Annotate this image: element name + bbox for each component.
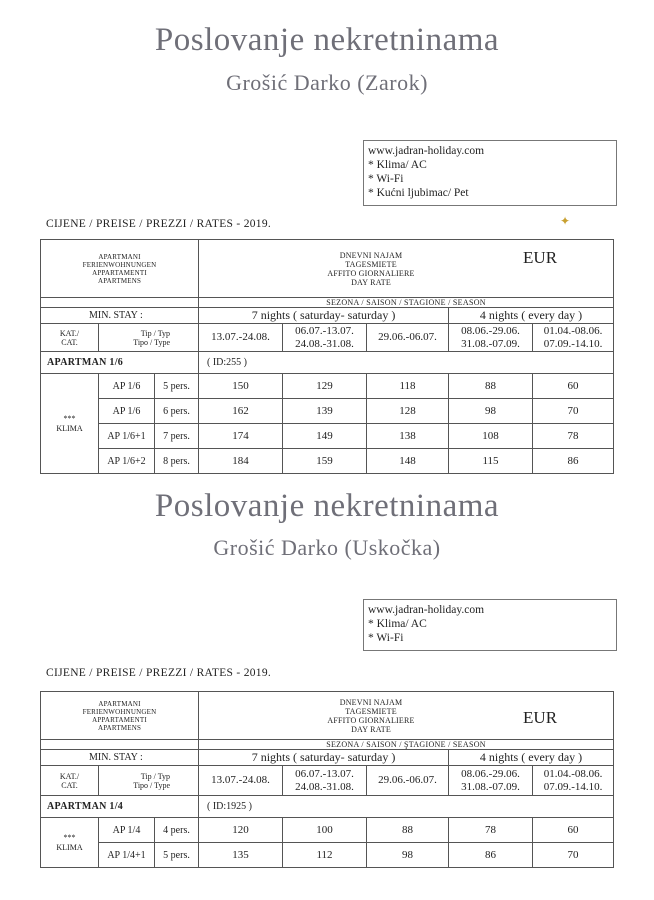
price-cell: 139 [283, 399, 367, 424]
price-cell: 88 [367, 818, 449, 843]
price-cell: 159 [283, 449, 367, 474]
cat-header: KAT./ CAT. [41, 766, 99, 796]
info-box-2 [363, 599, 617, 651]
price-cell: 148 [367, 449, 449, 474]
persons: 8 pers. [155, 449, 199, 474]
table-row [41, 818, 614, 843]
price-cell: 128 [367, 399, 449, 424]
ap-type: AP 1/6+2 [99, 449, 155, 474]
tip-header: Tip / Typ Tipo / Type [99, 766, 199, 796]
ap-type: AP 1/6 [99, 399, 155, 424]
period-header: 13.07.-24.08. [199, 324, 283, 352]
price-cell: 112 [283, 843, 367, 868]
price-cell: 88 [449, 374, 533, 399]
table-row [41, 374, 614, 399]
period-header: 06.07.-13.07. 24.08.-31.08. [283, 766, 367, 796]
title-2: Poslovanje nekretninama [154, 488, 500, 524]
ap-type: AP 1/4+1 [99, 843, 155, 868]
info-line: * Wi-Fi [368, 632, 404, 644]
price-cell: 150 [199, 374, 283, 399]
persons: 4 pers. [155, 818, 199, 843]
apartment-id: ( ID:255 ) [199, 352, 614, 374]
nights-4-label: 4 nights ( every day ) [449, 750, 614, 766]
table-row [41, 399, 614, 424]
category-cell: *** KLIMA [41, 818, 99, 868]
info-box-1 [363, 140, 617, 206]
subtitle-2: Grošić Darko (Uskočka) [213, 535, 441, 560]
price-cell: 118 [367, 374, 449, 399]
ap-type: AP 1/6 [99, 374, 155, 399]
table-row [41, 449, 614, 474]
price-cell: 184 [199, 449, 283, 474]
nights-7-label: 7 nights ( saturday- saturday ) [199, 750, 449, 766]
price-cell: 129 [283, 374, 367, 399]
price-cell: 70 [533, 843, 614, 868]
title-1: Poslovanje nekretninama [154, 22, 500, 58]
price-cell: 60 [533, 374, 614, 399]
price-cell: 120 [199, 818, 283, 843]
price-cell: 115 [449, 449, 533, 474]
currency-label: EUR [523, 248, 558, 267]
period-header: 01.04.-08.06. 07.09.-14.10. [533, 766, 614, 796]
period-header: 13.07.-24.08. [199, 766, 283, 796]
period-header: 06.07.-13.07. 24.08.-31.08. [283, 324, 367, 352]
apartment-name: APARTMAN 1/6 [41, 352, 199, 374]
season-label: SEZONA / SAISON / ŞTAGIONE / SEASON [199, 740, 614, 750]
persons: 6 pers. [155, 399, 199, 424]
tip-header: Tip / Typ Tipo / Type [99, 324, 199, 352]
table-row [41, 424, 614, 449]
price-cell: 86 [449, 843, 533, 868]
price-cell: 78 [449, 818, 533, 843]
price-table-2 [40, 691, 614, 868]
ap-type: AP 1/6+1 [99, 424, 155, 449]
persons: 5 pers. [155, 374, 199, 399]
day-rate-header: DNEVNI NAJAM TAGESMIETE AFFITO GIORNALIERE DAY RATE EUR [199, 692, 614, 740]
table-row [41, 843, 614, 868]
persons: 7 pers. [155, 424, 199, 449]
apartment-name: APARTMAN 1/4 [41, 796, 199, 818]
price-cell: 98 [449, 399, 533, 424]
info-line: * Kućni ljubimac/ Pet [368, 187, 469, 199]
price-cell: 149 [283, 424, 367, 449]
price-cell: 138 [367, 424, 449, 449]
mark-icon: ✦ [560, 214, 571, 228]
period-header: 01.04.-08.06. 07.09.-14.10. [533, 324, 614, 352]
category-cell: *** KLIMA [41, 374, 99, 474]
price-cell: 162 [199, 399, 283, 424]
period-header: 29.06.-06.07. [367, 766, 449, 796]
price-cell: 70 [533, 399, 614, 424]
season-label: SEZONA / SAISON / STAGIONE / SEASON [199, 298, 614, 308]
info-line: * Klima/ AC [368, 159, 427, 171]
info-line: * Klima/ AC [368, 618, 427, 630]
website-link[interactable]: www.jadran-holiday.com [368, 145, 485, 157]
currency-label: EUR [523, 708, 558, 727]
period-header: 08.06.-29.06. 31.08.-07.09. [449, 766, 533, 796]
ap-type: AP 1/4 [99, 818, 155, 843]
cat-header: KAT./ CAT. [41, 324, 99, 352]
subtitle-1: Grošić Darko (Zarok) [226, 70, 428, 95]
price-cell: 135 [199, 843, 283, 868]
rates-heading-2: CIJENE / PREISE / PREZZI / RATES - 2019. [46, 667, 272, 679]
price-cell: 174 [199, 424, 283, 449]
apartment-id: ( ID:1925 ) [199, 796, 614, 818]
info-line: * Wi-Fi [368, 173, 404, 185]
price-cell: 98 [367, 843, 449, 868]
nights-4-label: 4 nights ( every day ) [449, 308, 614, 324]
day-rate-header: DNEVNI NAJAM TAGESMIETE AFFITO GIORNALIERE DAY RATE EUR [199, 240, 614, 298]
period-header: 08.06.-29.06. 31.08.-07.09. [449, 324, 533, 352]
price-cell: 78 [533, 424, 614, 449]
price-table-1 [40, 239, 614, 474]
price-cell: 108 [449, 424, 533, 449]
persons: 5 pers. [155, 843, 199, 868]
price-cell: 86 [533, 449, 614, 474]
period-header: 29.06.-06.07. [367, 324, 449, 352]
min-stay-label: MIN. STAY : [41, 308, 199, 324]
price-cell: 60 [533, 818, 614, 843]
type-header: APARTMANI FERIENWOHNUNGEN APPARTAMENTI APARTMENS [41, 240, 199, 298]
nights-7-label: 7 nights ( saturday- saturday ) [199, 308, 449, 324]
type-header: APARTMANI FERIENWOHNUNGEN APPARTAMENTI APARTMENS [41, 692, 199, 740]
price-cell: 100 [283, 818, 367, 843]
rates-heading-1: CIJENE / PREISE / PREZZI / RATES - 2019. [46, 218, 272, 230]
min-stay-label: MIN. STAY : [41, 750, 199, 766]
website-link[interactable]: www.jadran-holiday.com [368, 604, 485, 616]
